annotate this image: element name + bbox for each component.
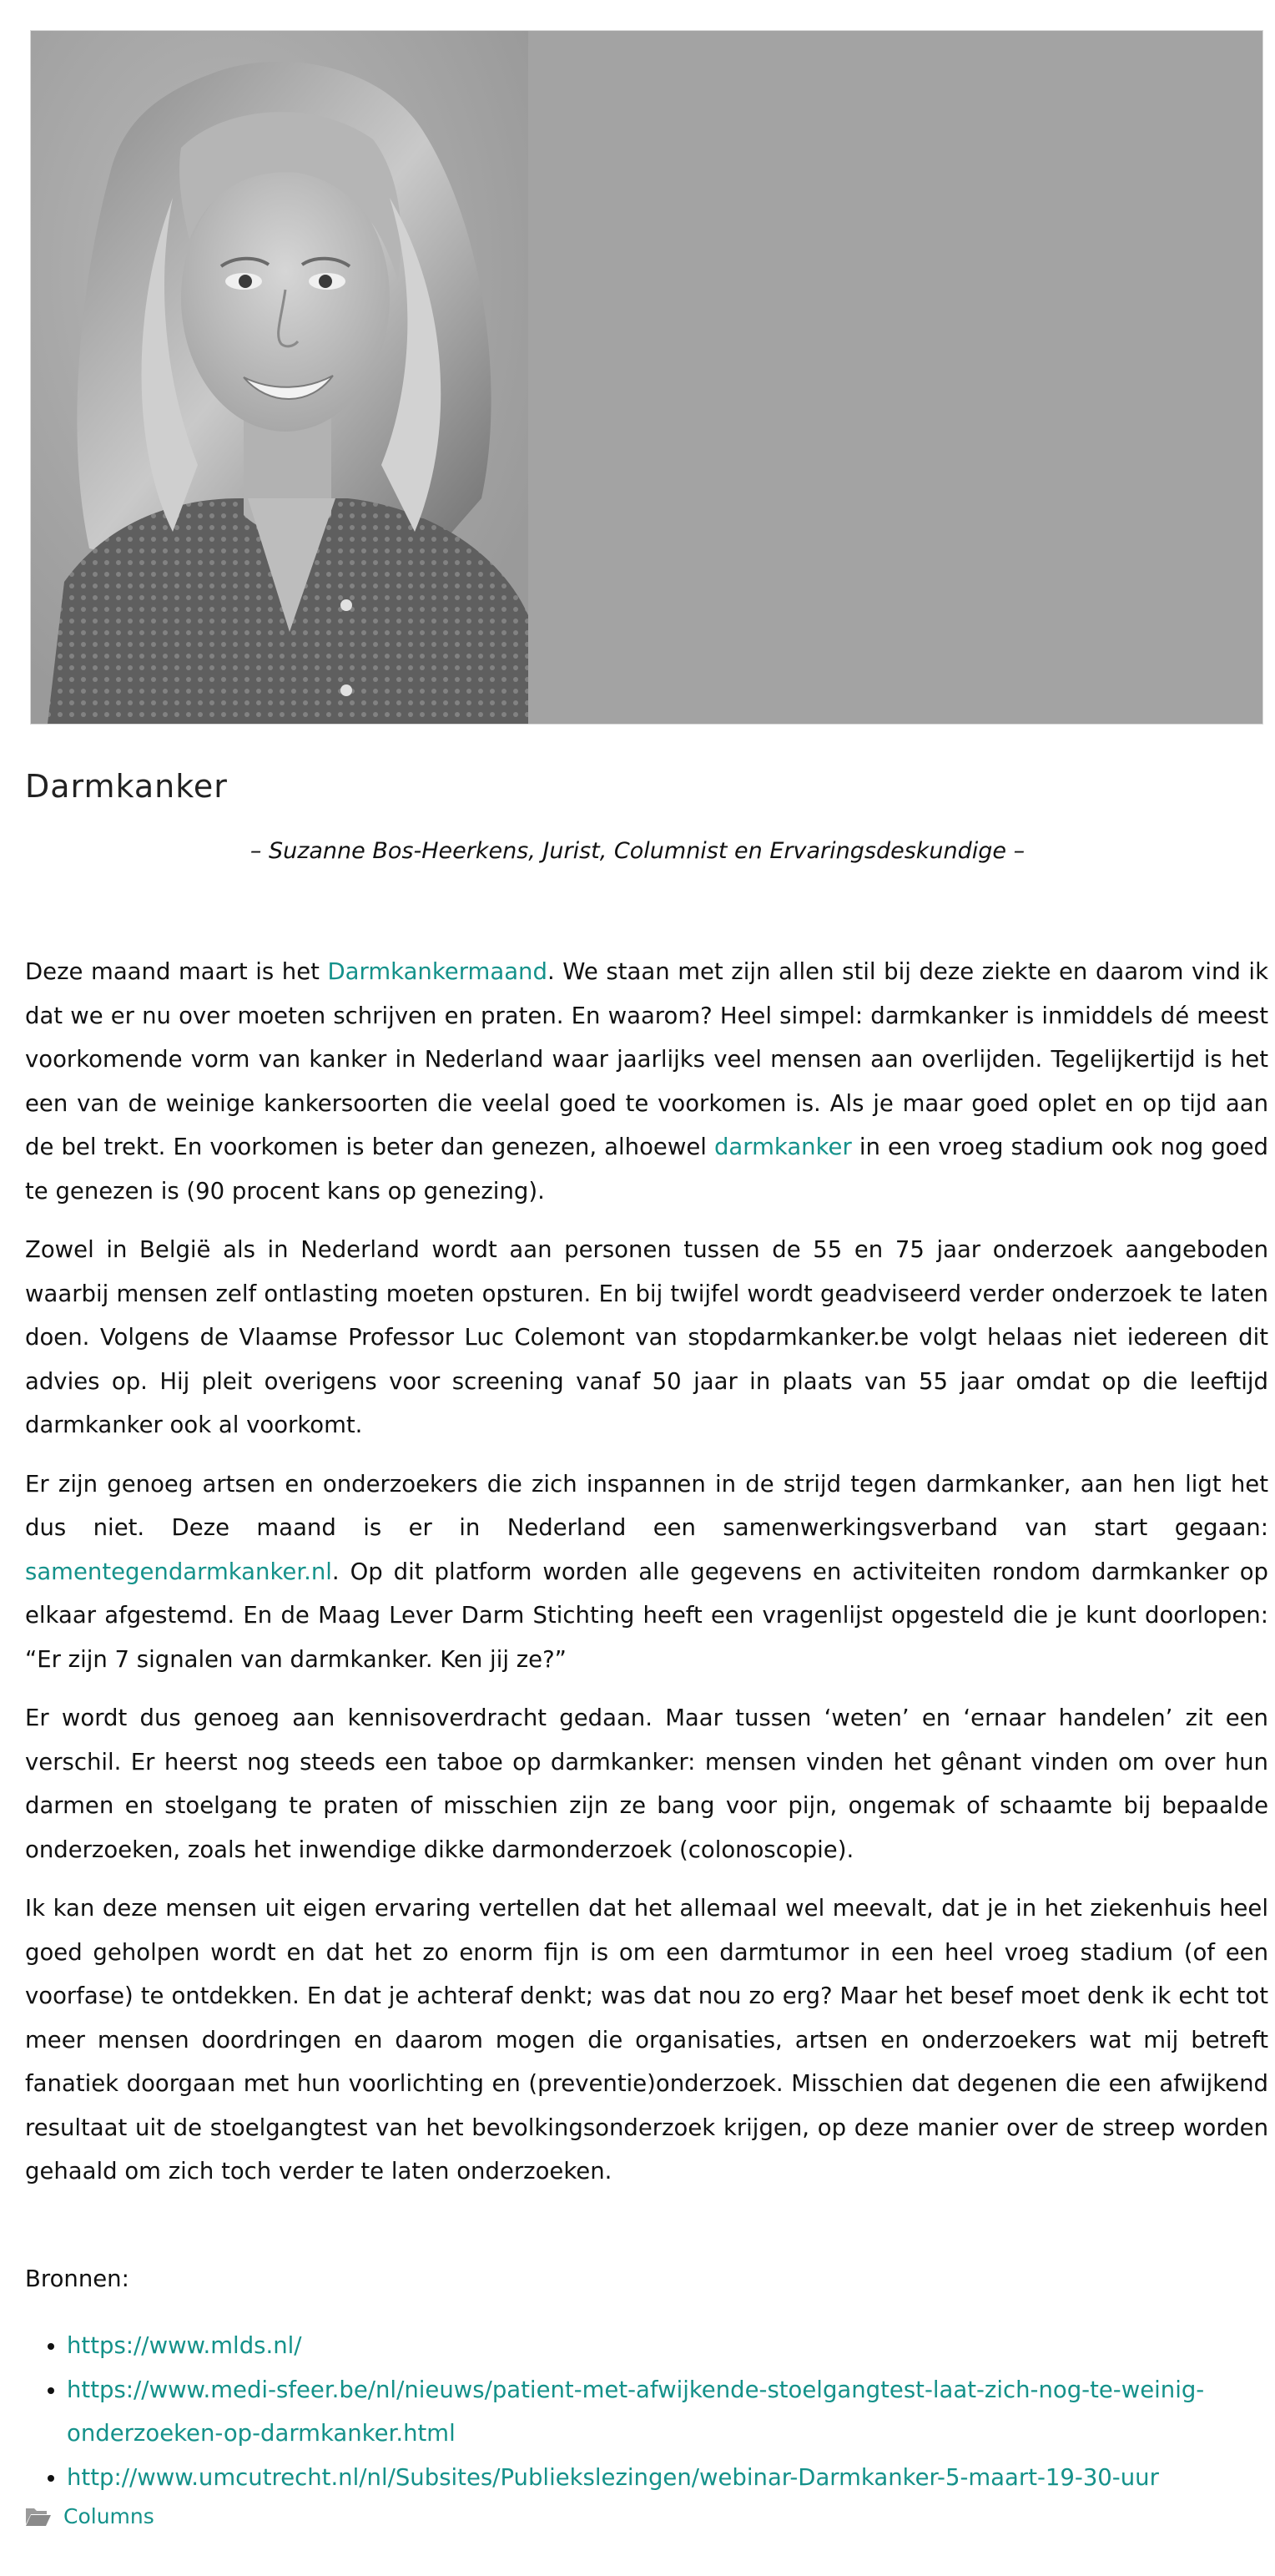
paragraph-2: Zowel in België als in Nederland wordt aan personen tussen de 55 en 75 jaar onderzoek aangeboden waarbij mensen zelf ontlasting moeten opsturen. En bij twijfel wordt geadviseerd verder onderzoek te laten doen. Volgens de Vlaamse Professor Luc Colemont van stopdarmkanker.be volgt helaas niet iedereen dit advies op. Hij pleit overigens voor screening vanaf 50 jaar in plaats van 55 jaar omdat op die leeftijd darmkanker ook al voorkomt. bbox=[25, 1236, 1268, 1438]
paragraph-4: Er wordt dus genoeg aan kennisoverdracht gedaan. Maar tussen ‘weten’ en ‘ernaar handelen’ zit een verschil. Er heerst nog steeds een taboe op darmkanker: mensen vinden het gênant vinden om over hun darmen en stoelgang te praten of misschien zijn ze bang voor pijn, ongemak of schaamte bij bepaalde onderzoeken, zoals het inwendige dikke darmonderzoek (colonoscopie). bbox=[25, 1705, 1268, 1863]
sources-heading: Bronnen: bbox=[25, 2265, 129, 2292]
source-link-umcutrecht[interactable]: http://www.umcutrecht.nl/nl/Subsites/Publiekslezingen/webinar-Darmkanker-5-maart-19-30-uur bbox=[67, 2463, 1159, 2491]
source-item bbox=[67, 2368, 1210, 2456]
portrait-photo bbox=[31, 31, 528, 724]
author-byline: – Suzanne Bos-Heerkens, Jurist, Columnist en Ervaringsdeskundige – bbox=[249, 838, 1026, 864]
darmkanker-link[interactable]: darmkanker bbox=[713, 1134, 852, 1160]
category-link-columns[interactable]: Columns bbox=[63, 2504, 154, 2528]
source-item bbox=[67, 2324, 1210, 2368]
samentegendarmkanker-link[interactable]: samentegendarmkanker.nl bbox=[25, 1558, 332, 1585]
article-body bbox=[25, 950, 1268, 2209]
featured-image bbox=[30, 30, 1263, 725]
paragraph-3: Er zijn genoeg artsen en onderzoekers die zich inspannen in de strijd tegen darmkanker, aan hen ligt het dus niet. Deze maand is er in Nederland een samenwerkingsverband van start gegaan: samentegendarmkanker.nl. Op dit platform worden alle gegevens en activiteiten rondom darmkanker op elkaar afgestemd. En de Maag Lever Darm Stichting heeft een vragenlijst opgesteld die je kunt doorlopen: “Er zijn 7 signalen van darmkanker. Ken jij ze?” bbox=[25, 1470, 1268, 1673]
paragraph-1: Deze maand maart is het Darmkankermaand. We staan met zijn allen stil bij deze ziekte en daarom vind ik dat we er nu over moeten schrijven en praten. En waarom? Heel simpel: darmkanker is inmiddels dé meest voorkomende vorm van kanker in Nederland waar jaarlijks veel mensen aan overlijden. Tegelijkertijd is het een van de weinige kankersoorten die veelal goed te voorkomen is. Als je maar goed oplet en op tijd aan de bel trekt. En voorkomen is beter dan genezen, alhoewel darmkanker in een vroeg stadium ook nog goed te genezen is (90 procent kans op genezing). bbox=[25, 958, 1268, 1205]
sources-list bbox=[25, 2324, 1210, 2499]
paragraph-5: Ik kan deze mensen uit eigen ervaring vertellen dat het allemaal wel meevalt, dat je in het ziekenhuis heel goed geholpen wordt en dat het zo enorm fijn is om een darmtumor in een heel vroeg stadium (of een voorfase) te ontdekken. En dat je achteraf denkt; was dat nou zo erg? Maar het besef moet denk ik echt tot meer mensen doordringen en daarom mogen die organisaties, artsen en onderzoekers wat mij betreft fanatiek doorgaan met hun voorlichting en (preventie)onderzoek. Misschien dat degenen die een afwijkend resultaat uit de stoelgangtest van het bevolkingsonderzoek krijgen, op deze manier over de streep worden gehaald om zich toch verder te laten onderzoeken. bbox=[25, 1895, 1268, 2185]
folder-icon bbox=[25, 2506, 52, 2528]
post-category bbox=[25, 2504, 154, 2528]
source-link-mlds[interactable]: https://www.mlds.nl/ bbox=[67, 2332, 302, 2359]
page-title: Darmkanker bbox=[25, 768, 228, 805]
source-link-medi-sfeer[interactable]: https://www.medi-sfeer.be/nl/nieuws/patient-met-afwijkende-stoelgangtest-laat-zich-nog-te-weinig-onderzoeken-op-darmkanker.html bbox=[67, 2376, 1205, 2447]
darmkankermaand-link[interactable]: Darmkankermaand bbox=[327, 958, 547, 985]
source-item bbox=[67, 2456, 1210, 2500]
